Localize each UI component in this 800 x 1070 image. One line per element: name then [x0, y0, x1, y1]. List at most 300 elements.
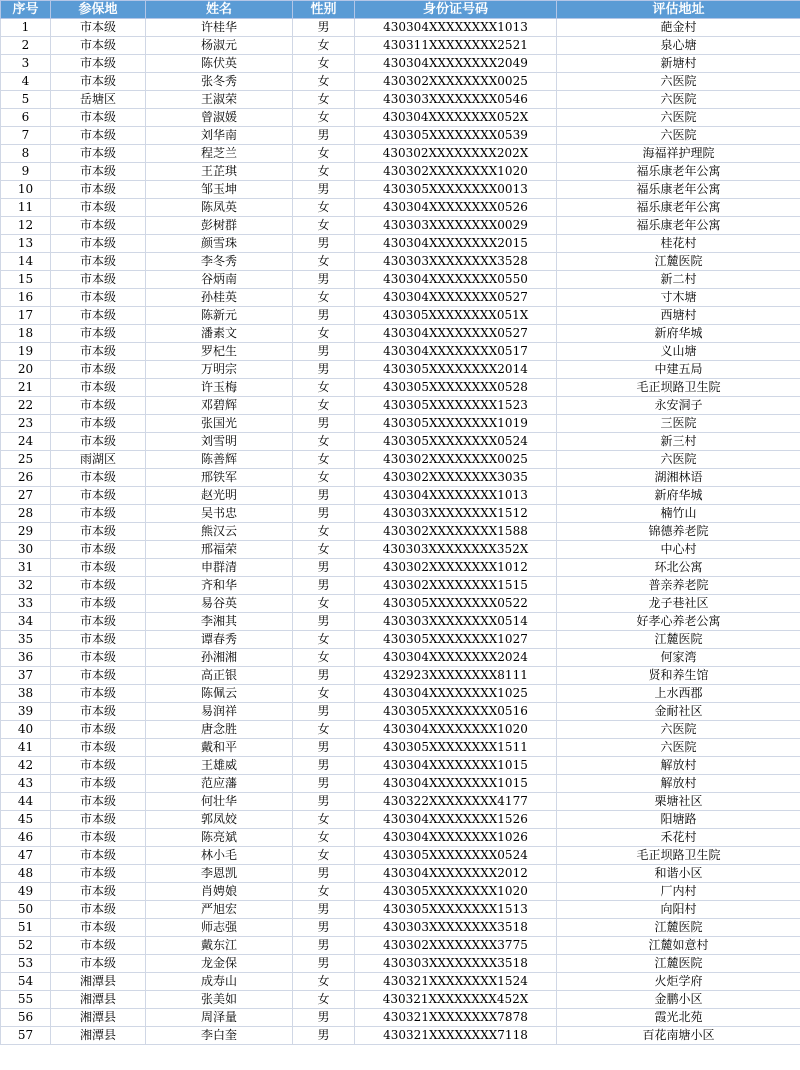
cell-id-number: 430304XXXXXXXX2049 [355, 55, 557, 73]
table-row [1, 811, 800, 829]
cell-name: 程芝兰 [146, 145, 293, 163]
cell-assessment-address: 中心村 [557, 541, 800, 559]
table-header [1, 1, 800, 19]
cell-name: 唐念胜 [146, 721, 293, 739]
cell-gender: 男 [293, 19, 355, 37]
table-row [1, 721, 800, 739]
cell-insured-location: 岳塘区 [51, 91, 146, 109]
cell-name: 肖娉娘 [146, 883, 293, 901]
cell-insured-location: 市本级 [51, 415, 146, 433]
cell-assessment-address: 江麓医院 [557, 955, 800, 973]
cell-assessment-address: 向阳村 [557, 901, 800, 919]
cell-gender: 女 [293, 289, 355, 307]
cell-assessment-address: 龙子巷社区 [557, 595, 800, 613]
cell-gender: 男 [293, 1009, 355, 1027]
cell-insured-location: 市本级 [51, 181, 146, 199]
cell-gender: 女 [293, 55, 355, 73]
cell-gender: 女 [293, 217, 355, 235]
cell-name: 林小毛 [146, 847, 293, 865]
cell-insured-location: 市本级 [51, 199, 146, 217]
cell-assessment-address: 新塘村 [557, 55, 800, 73]
cell-serial: 54 [1, 973, 51, 991]
cell-name: 邢福荣 [146, 541, 293, 559]
cell-id-number: 430302XXXXXXXX1020 [355, 163, 557, 181]
cell-insured-location: 市本级 [51, 361, 146, 379]
cell-insured-location: 市本级 [51, 235, 146, 253]
cell-assessment-address: 江麓医院 [557, 631, 800, 649]
cell-name: 刘雪明 [146, 433, 293, 451]
header-insured-location: 参保地 [51, 1, 146, 19]
cell-insured-location: 市本级 [51, 325, 146, 343]
table-row [1, 937, 800, 955]
cell-assessment-address: 厂内村 [557, 883, 800, 901]
table-row [1, 631, 800, 649]
cell-insured-location: 市本级 [51, 775, 146, 793]
cell-id-number: 430304XXXXXXXX2024 [355, 649, 557, 667]
cell-assessment-address: 新府华城 [557, 487, 800, 505]
cell-name: 严旭宏 [146, 901, 293, 919]
cell-name: 李冬秀 [146, 253, 293, 271]
cell-assessment-address: 金耐社区 [557, 703, 800, 721]
cell-id-number: 430304XXXXXXXX1015 [355, 775, 557, 793]
cell-serial: 18 [1, 325, 51, 343]
table-row [1, 469, 800, 487]
cell-id-number: 430311XXXXXXXX2521 [355, 37, 557, 55]
cell-name: 万明宗 [146, 361, 293, 379]
cell-insured-location: 市本级 [51, 685, 146, 703]
table-row [1, 1009, 800, 1027]
cell-gender: 女 [293, 847, 355, 865]
cell-id-number: 430302XXXXXXXX1588 [355, 523, 557, 541]
cell-id-number: 430305XXXXXXXX0539 [355, 127, 557, 145]
table-row [1, 973, 800, 991]
table-row [1, 109, 800, 127]
cell-insured-location: 市本级 [51, 559, 146, 577]
cell-id-number: 430302XXXXXXXX1515 [355, 577, 557, 595]
cell-insured-location: 市本级 [51, 667, 146, 685]
cell-insured-location: 市本级 [51, 469, 146, 487]
table-row [1, 325, 800, 343]
cell-gender: 男 [293, 955, 355, 973]
cell-assessment-address: 六医院 [557, 73, 800, 91]
cell-serial: 56 [1, 1009, 51, 1027]
cell-insured-location: 湘潭县 [51, 973, 146, 991]
table-row [1, 55, 800, 73]
cell-id-number: 430304XXXXXXXX1025 [355, 685, 557, 703]
cell-id-number: 432923XXXXXXXX8111 [355, 667, 557, 685]
cell-id-number: 430305XXXXXXXX0524 [355, 847, 557, 865]
cell-gender: 男 [293, 487, 355, 505]
table-row [1, 397, 800, 415]
cell-gender: 女 [293, 973, 355, 991]
cell-id-number: 430305XXXXXXXX1523 [355, 397, 557, 415]
cell-serial: 28 [1, 505, 51, 523]
cell-serial: 37 [1, 667, 51, 685]
cell-insured-location: 湘潭县 [51, 1009, 146, 1027]
cell-serial: 35 [1, 631, 51, 649]
table-row [1, 685, 800, 703]
cell-name: 易谷英 [146, 595, 293, 613]
cell-insured-location: 湘潭县 [51, 991, 146, 1009]
cell-id-number: 430321XXXXXXXX1524 [355, 973, 557, 991]
cell-assessment-address: 江麓如意村 [557, 937, 800, 955]
cell-name: 龙金保 [146, 955, 293, 973]
table-row [1, 271, 800, 289]
cell-gender: 男 [293, 793, 355, 811]
cell-insured-location: 市本级 [51, 847, 146, 865]
cell-id-number: 430304XXXXXXXX0550 [355, 271, 557, 289]
cell-serial: 36 [1, 649, 51, 667]
cell-assessment-address: 福乐康老年公寓 [557, 181, 800, 199]
cell-name: 李恩凯 [146, 865, 293, 883]
cell-gender: 男 [293, 343, 355, 361]
cell-name: 张冬秀 [146, 73, 293, 91]
cell-gender: 女 [293, 631, 355, 649]
table-row [1, 649, 800, 667]
table-row [1, 73, 800, 91]
cell-id-number: 430305XXXXXXXX0516 [355, 703, 557, 721]
cell-assessment-address: 江麓医院 [557, 919, 800, 937]
cell-gender: 男 [293, 613, 355, 631]
cell-name: 熊汉云 [146, 523, 293, 541]
table-row [1, 361, 800, 379]
cell-gender: 女 [293, 523, 355, 541]
cell-serial: 15 [1, 271, 51, 289]
cell-serial: 53 [1, 955, 51, 973]
cell-insured-location: 市本级 [51, 721, 146, 739]
cell-insured-location: 市本级 [51, 793, 146, 811]
cell-id-number: 430304XXXXXXXX2012 [355, 865, 557, 883]
header-assessment-address: 评估地址 [557, 1, 800, 19]
cell-name: 谷炳南 [146, 271, 293, 289]
cell-insured-location: 市本级 [51, 145, 146, 163]
cell-assessment-address: 禾花村 [557, 829, 800, 847]
cell-id-number: 430305XXXXXXXX1513 [355, 901, 557, 919]
cell-serial: 21 [1, 379, 51, 397]
cell-assessment-address: 江麓医院 [557, 253, 800, 271]
cell-gender: 男 [293, 559, 355, 577]
cell-name: 师志强 [146, 919, 293, 937]
table-row [1, 901, 800, 919]
cell-gender: 女 [293, 253, 355, 271]
cell-name: 陈凤英 [146, 199, 293, 217]
cell-gender: 女 [293, 883, 355, 901]
cell-gender: 女 [293, 199, 355, 217]
cell-assessment-address: 六医院 [557, 739, 800, 757]
table-row [1, 595, 800, 613]
header-id-number: 身份证号码 [355, 1, 557, 19]
header-name: 姓名 [146, 1, 293, 19]
cell-insured-location: 市本级 [51, 307, 146, 325]
table-row [1, 757, 800, 775]
table-row [1, 1027, 800, 1045]
table-row [1, 91, 800, 109]
header-row [1, 1, 800, 19]
cell-insured-location: 市本级 [51, 37, 146, 55]
cell-id-number: 430305XXXXXXXX2014 [355, 361, 557, 379]
cell-serial: 43 [1, 775, 51, 793]
cell-id-number: 430303XXXXXXXX3518 [355, 919, 557, 937]
cell-gender: 男 [293, 181, 355, 199]
cell-id-number: 430304XXXXXXXX0526 [355, 199, 557, 217]
cell-id-number: 430302XXXXXXXX0025 [355, 73, 557, 91]
cell-serial: 13 [1, 235, 51, 253]
table-row [1, 487, 800, 505]
table-row [1, 883, 800, 901]
cell-serial: 9 [1, 163, 51, 181]
cell-assessment-address: 葩金村 [557, 19, 800, 37]
cell-insured-location: 市本级 [51, 487, 146, 505]
cell-assessment-address: 新府华城 [557, 325, 800, 343]
cell-assessment-address: 海福祥护理院 [557, 145, 800, 163]
cell-id-number: 430305XXXXXXXX0524 [355, 433, 557, 451]
cell-assessment-address: 环北公寓 [557, 559, 800, 577]
cell-name: 李白奎 [146, 1027, 293, 1045]
cell-assessment-address: 和谐小区 [557, 865, 800, 883]
cell-insured-location: 市本级 [51, 703, 146, 721]
cell-serial: 51 [1, 919, 51, 937]
cell-name: 易润祥 [146, 703, 293, 721]
cell-gender: 男 [293, 505, 355, 523]
cell-name: 谭春秀 [146, 631, 293, 649]
cell-insured-location: 市本级 [51, 505, 146, 523]
cell-id-number: 430303XXXXXXXX1512 [355, 505, 557, 523]
table-row [1, 955, 800, 973]
cell-name: 陈善辉 [146, 451, 293, 469]
cell-assessment-address: 桂花村 [557, 235, 800, 253]
cell-insured-location: 市本级 [51, 73, 146, 91]
cell-serial: 47 [1, 847, 51, 865]
cell-gender: 女 [293, 433, 355, 451]
cell-assessment-address: 贤和养生馆 [557, 667, 800, 685]
cell-id-number: 430303XXXXXXXX0029 [355, 217, 557, 235]
cell-serial: 31 [1, 559, 51, 577]
cell-serial: 5 [1, 91, 51, 109]
cell-insured-location: 市本级 [51, 253, 146, 271]
cell-id-number: 430304XXXXXXXX1526 [355, 811, 557, 829]
cell-serial: 27 [1, 487, 51, 505]
table-row [1, 793, 800, 811]
table-row [1, 181, 800, 199]
cell-gender: 男 [293, 127, 355, 145]
cell-insured-location: 市本级 [51, 883, 146, 901]
cell-insured-location: 市本级 [51, 919, 146, 937]
cell-serial: 25 [1, 451, 51, 469]
cell-assessment-address: 福乐康老年公寓 [557, 199, 800, 217]
cell-name: 陈新元 [146, 307, 293, 325]
cell-id-number: 430305XXXXXXXX1027 [355, 631, 557, 649]
cell-insured-location: 雨湖区 [51, 451, 146, 469]
cell-assessment-address: 六医院 [557, 127, 800, 145]
cell-id-number: 430321XXXXXXXX7878 [355, 1009, 557, 1027]
cell-gender: 女 [293, 469, 355, 487]
cell-id-number: 430322XXXXXXXX4177 [355, 793, 557, 811]
cell-id-number: 430321XXXXXXXX7118 [355, 1027, 557, 1045]
cell-name: 邓碧辉 [146, 397, 293, 415]
cell-serial: 10 [1, 181, 51, 199]
cell-assessment-address: 解放村 [557, 757, 800, 775]
table-row [1, 703, 800, 721]
cell-id-number: 430305XXXXXXXX1020 [355, 883, 557, 901]
cell-id-number: 430303XXXXXXXX352X [355, 541, 557, 559]
cell-gender: 女 [293, 109, 355, 127]
cell-name: 赵光明 [146, 487, 293, 505]
cell-assessment-address: 中建五局 [557, 361, 800, 379]
cell-serial: 6 [1, 109, 51, 127]
table-row [1, 289, 800, 307]
cell-serial: 22 [1, 397, 51, 415]
table-row [1, 667, 800, 685]
cell-gender: 女 [293, 541, 355, 559]
cell-insured-location: 市本级 [51, 343, 146, 361]
table-row [1, 343, 800, 361]
cell-name: 颜雪珠 [146, 235, 293, 253]
cell-assessment-address: 毛正坝路卫生院 [557, 379, 800, 397]
cell-assessment-address: 新三村 [557, 433, 800, 451]
cell-assessment-address: 百花南塘小区 [557, 1027, 800, 1045]
cell-serial: 42 [1, 757, 51, 775]
cell-insured-location: 市本级 [51, 811, 146, 829]
cell-assessment-address: 普亲养老院 [557, 577, 800, 595]
cell-assessment-address: 上水西郡 [557, 685, 800, 703]
cell-serial: 40 [1, 721, 51, 739]
cell-id-number: 430302XXXXXXXX202X [355, 145, 557, 163]
cell-insured-location: 市本级 [51, 631, 146, 649]
cell-insured-location: 市本级 [51, 577, 146, 595]
cell-serial: 33 [1, 595, 51, 613]
cell-insured-location: 市本级 [51, 901, 146, 919]
cell-name: 戴和平 [146, 739, 293, 757]
table-row [1, 847, 800, 865]
cell-name: 郭凤姣 [146, 811, 293, 829]
cell-name: 曾淑媛 [146, 109, 293, 127]
table-row [1, 991, 800, 1009]
cell-gender: 男 [293, 937, 355, 955]
cell-name: 何壮华 [146, 793, 293, 811]
cell-assessment-address: 霞光北苑 [557, 1009, 800, 1027]
cell-gender: 女 [293, 163, 355, 181]
cell-serial: 49 [1, 883, 51, 901]
cell-insured-location: 市本级 [51, 757, 146, 775]
cell-name: 潘素文 [146, 325, 293, 343]
cell-gender: 男 [293, 271, 355, 289]
cell-assessment-address: 福乐康老年公寓 [557, 217, 800, 235]
cell-insured-location: 市本级 [51, 19, 146, 37]
cell-insured-location: 市本级 [51, 595, 146, 613]
cell-serial: 20 [1, 361, 51, 379]
cell-name: 范应藩 [146, 775, 293, 793]
cell-insured-location: 市本级 [51, 109, 146, 127]
cell-gender: 男 [293, 361, 355, 379]
cell-serial: 52 [1, 937, 51, 955]
cell-serial: 7 [1, 127, 51, 145]
cell-name: 李湘其 [146, 613, 293, 631]
cell-serial: 3 [1, 55, 51, 73]
cell-serial: 23 [1, 415, 51, 433]
cell-gender: 女 [293, 397, 355, 415]
cell-name: 王淑荣 [146, 91, 293, 109]
cell-id-number: 430303XXXXXXXX0546 [355, 91, 557, 109]
cell-insured-location: 市本级 [51, 433, 146, 451]
cell-serial: 2 [1, 37, 51, 55]
cell-serial: 4 [1, 73, 51, 91]
cell-id-number: 430304XXXXXXXX2015 [355, 235, 557, 253]
cell-id-number: 430303XXXXXXXX3528 [355, 253, 557, 271]
cell-id-number: 430304XXXXXXXX0517 [355, 343, 557, 361]
cell-serial: 26 [1, 469, 51, 487]
cell-gender: 女 [293, 811, 355, 829]
table-row [1, 775, 800, 793]
header-serial: 序号 [1, 1, 51, 19]
cell-assessment-address: 火炬学府 [557, 973, 800, 991]
cell-gender: 女 [293, 829, 355, 847]
cell-name: 杨淑元 [146, 37, 293, 55]
cell-serial: 55 [1, 991, 51, 1009]
table-row [1, 559, 800, 577]
cell-serial: 32 [1, 577, 51, 595]
cell-insured-location: 市本级 [51, 613, 146, 631]
cell-id-number: 430305XXXXXXXX0528 [355, 379, 557, 397]
cell-assessment-address: 义山塘 [557, 343, 800, 361]
cell-id-number: 430304XXXXXXXX1026 [355, 829, 557, 847]
table-row [1, 217, 800, 235]
cell-id-number: 430302XXXXXXXX3035 [355, 469, 557, 487]
cell-name: 彭树群 [146, 217, 293, 235]
cell-assessment-address: 何家湾 [557, 649, 800, 667]
cell-serial: 8 [1, 145, 51, 163]
cell-gender: 女 [293, 649, 355, 667]
cell-assessment-address: 西塘村 [557, 307, 800, 325]
cell-insured-location: 市本级 [51, 739, 146, 757]
cell-gender: 女 [293, 73, 355, 91]
table-row [1, 541, 800, 559]
table-row [1, 307, 800, 325]
cell-gender: 女 [293, 379, 355, 397]
table-row [1, 379, 800, 397]
cell-id-number: 430304XXXXXXXX1013 [355, 487, 557, 505]
cell-serial: 17 [1, 307, 51, 325]
table-row [1, 523, 800, 541]
cell-id-number: 430303XXXXXXXX0514 [355, 613, 557, 631]
cell-name: 刘华南 [146, 127, 293, 145]
cell-id-number: 430305XXXXXXXX1019 [355, 415, 557, 433]
cell-name: 周泽量 [146, 1009, 293, 1027]
cell-id-number: 430304XXXXXXXX1015 [355, 757, 557, 775]
table-row [1, 37, 800, 55]
cell-name: 齐和华 [146, 577, 293, 595]
cell-name: 许玉梅 [146, 379, 293, 397]
cell-insured-location: 市本级 [51, 379, 146, 397]
cell-insured-location: 市本级 [51, 955, 146, 973]
cell-gender: 男 [293, 667, 355, 685]
cell-gender: 女 [293, 685, 355, 703]
cell-name: 申群清 [146, 559, 293, 577]
cell-name: 孙桂英 [146, 289, 293, 307]
cell-id-number: 430302XXXXXXXX0025 [355, 451, 557, 469]
cell-assessment-address: 六医院 [557, 91, 800, 109]
cell-assessment-address: 泉心塘 [557, 37, 800, 55]
table-row [1, 235, 800, 253]
cell-name: 张国光 [146, 415, 293, 433]
cell-insured-location: 市本级 [51, 289, 146, 307]
cell-insured-location: 市本级 [51, 937, 146, 955]
table-row [1, 127, 800, 145]
cell-id-number: 430302XXXXXXXX3775 [355, 937, 557, 955]
cell-insured-location: 市本级 [51, 397, 146, 415]
cell-insured-location: 市本级 [51, 865, 146, 883]
cell-name: 陈亮斌 [146, 829, 293, 847]
cell-id-number: 430304XXXXXXXX0527 [355, 325, 557, 343]
